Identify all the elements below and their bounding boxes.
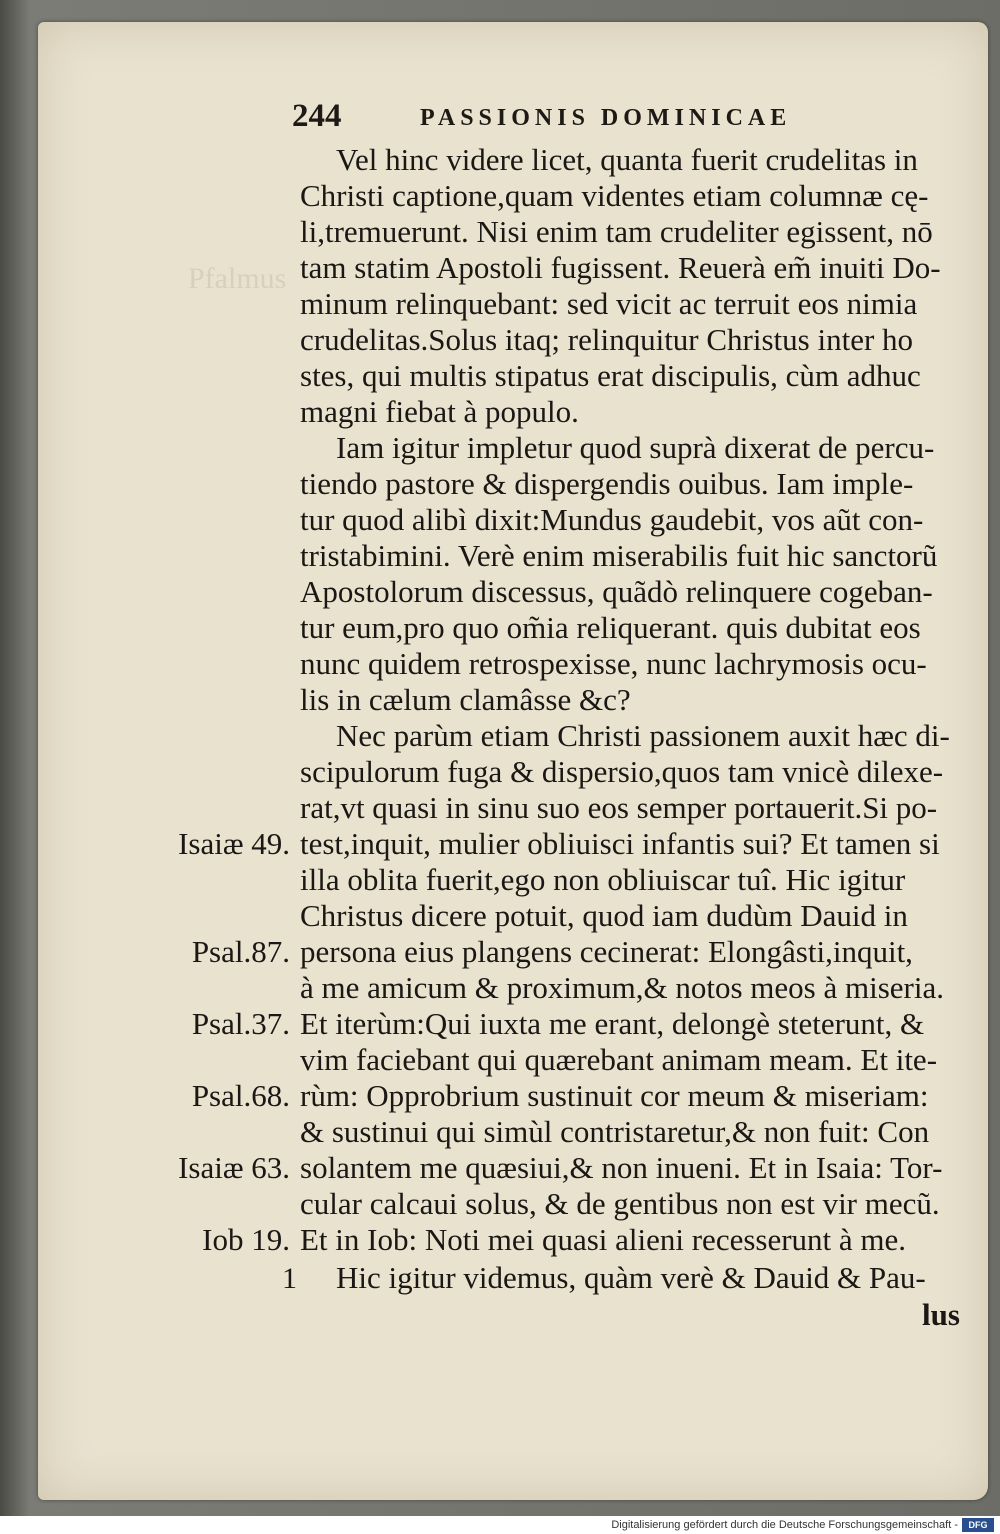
text-line: Christi captione,quam videntes etiam columnæ cę- (300, 178, 929, 213)
margin-note: Psal.87. (191, 934, 290, 969)
text-line: Et in Iob: Noti mei quasi alieni recesserunt à me. (300, 1222, 907, 1257)
margin-note: Isaiæ 49. (178, 826, 290, 861)
text-line: solantem me quæsiui,& non inueni. Et in Isaia: Tor- (300, 1150, 943, 1185)
text-line: tiendo pastore & dispergendis ouibus. Iam imple- (300, 466, 914, 501)
margin-note: Iob 19. (202, 1222, 290, 1257)
text-line: vim faciebant qui quærebant animam meam. Et ite- (300, 1042, 938, 1077)
show-through-text: Pfalmus (188, 262, 287, 295)
text-line: Christus dicere potuit, quod iam dudùm Dauid in (300, 898, 908, 933)
text-line: stes, qui multis stipatus erat discipulis, cùm adhuc (300, 358, 921, 393)
text-line: cular calcaui solus, & de gentibus non est vir mecũ. (300, 1186, 940, 1221)
text-line: tristabimini. Verè enim miserabilis fuit hic sanctorũ (300, 538, 938, 573)
text-line: Nec parùm etiam Christi passionem auxit hæc di- (336, 718, 950, 753)
page-number: 244 (292, 98, 342, 134)
running-title: PASSIONIS DOMINICAE (420, 105, 792, 131)
text-line: tam statim Apostoli fugissent. Reuerà em̃ inuiti Do- (300, 250, 941, 285)
text-line: Vel hinc videre licet, quanta fuerit crudelitas in (336, 142, 918, 177)
margin-note: Isaiæ 63. (178, 1150, 290, 1185)
text-line: & sustinui qui simùl contristaretur,& non fuit: Con (300, 1114, 930, 1149)
text-line: tur eum,pro quo om̃ia reliquerant. quis dubitat eos (300, 610, 921, 645)
text-line: rat,vt quasi in sinu suo eos semper portauerit.Si po- (300, 790, 938, 825)
text-line: Iam igitur impletur quod suprà dixerat de percu- (336, 430, 935, 465)
text-line: scipulorum fuga & dispersio,quos tam vnicè dilexe- (300, 754, 944, 789)
page-header (292, 98, 952, 138)
digitization-footer (0, 1516, 1000, 1534)
text-line: rùm: Opprobrium sustinuit cor meum & miseriam: (300, 1078, 929, 1113)
text-line: test,inquit, mulier obliuisci infantis sui? Et tamen si (300, 826, 940, 861)
text-line: à me amicum & proximum,& notos meos à miseria. (300, 970, 944, 1005)
text-line: persona eius plangens cecinerat: Elongâsti,inquit, (300, 934, 913, 969)
margin-note: Psal.37. (191, 1006, 290, 1041)
text-line: crudelitas.Solus itaq; relinquitur Christus inter ho (300, 322, 914, 357)
text-line: lis in cælum clamâsse &c? (300, 682, 631, 717)
text-line: li,tremuerunt. Nisi enim tam crudeliter egissent, nō (300, 214, 933, 249)
text-line: illa oblita fuerit,ego non obliuiscar tuî. Hic igitur (300, 862, 906, 897)
text-line: Et iterùm:Qui iuxta me erant, delongè steterunt, & (300, 1006, 925, 1041)
margin-note: Psal.68. (191, 1078, 290, 1113)
funding-credit: Digitalisierung gefördert durch die Deutsche Forschungsgemeinschaft - (611, 1519, 958, 1531)
text-line: Apostolorum discessus, quãdò relinquere cogeban- (300, 574, 933, 609)
text-line: minum relinquebant: sed vicit ac terruit eos nimia (300, 286, 918, 321)
dfg-logo: DFG (962, 1518, 994, 1532)
text-line: tur quod alibì dixit:Mundus gaudebit, vos aũt con- (300, 502, 924, 537)
text-line: Hic igitur videmus, quàm verè & Dauid & Pau- (336, 1260, 926, 1295)
catchword: lus (922, 1297, 960, 1332)
text-line: magni fiebat à populo. (300, 394, 579, 429)
section-marker: 1 (282, 1262, 297, 1295)
text-line: nunc quidem retrospexisse, nunc lachrymosis ocu- (300, 646, 927, 681)
